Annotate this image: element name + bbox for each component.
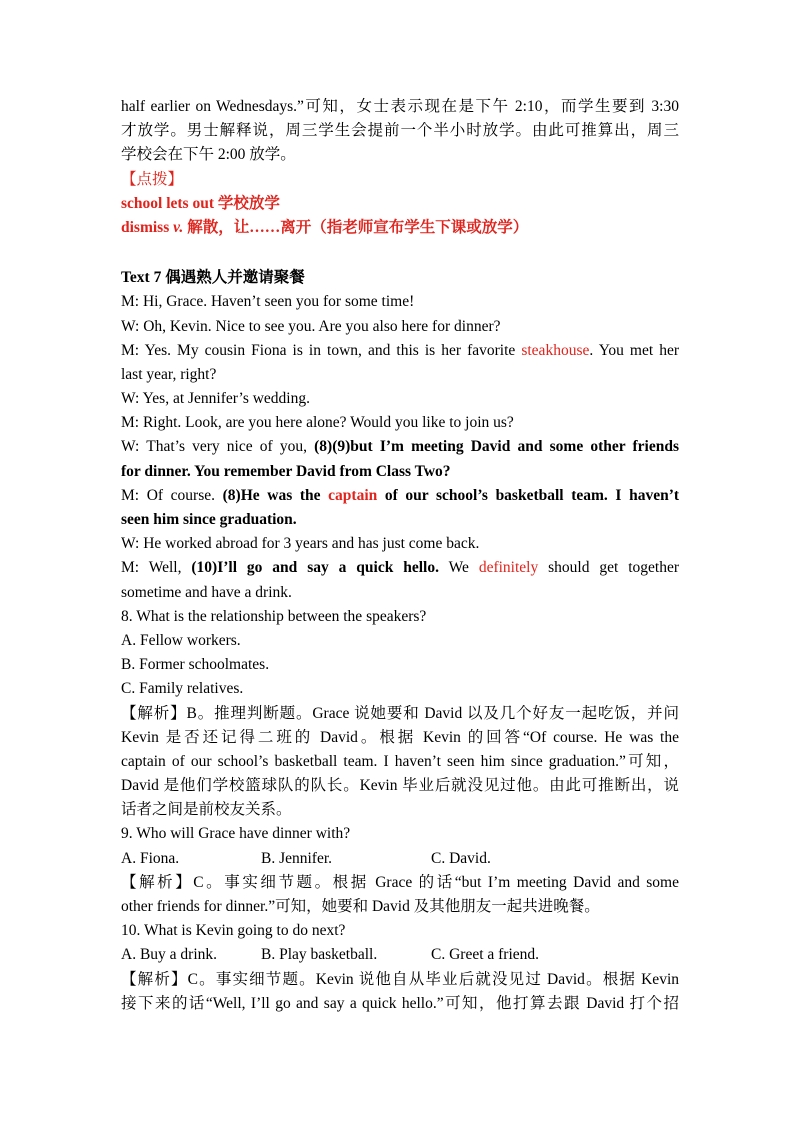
answer-clue-8-cont: of our school’s basketball team. I haven’t	[384, 486, 680, 504]
dialog-text: M: Yes. My cousin Fiona is in town, and this is her favorite	[121, 341, 516, 359]
dialog-line-7	[121, 484, 679, 508]
section-gap	[121, 240, 679, 266]
dialog-line-2: W: Oh, Kevin. Nice to see you. Are you also here for dinner?	[121, 317, 501, 335]
dialog-text: . You met her	[589, 341, 679, 359]
q8-option-a: A. Fellow workers.	[121, 631, 241, 649]
intro-line-1: half earlier on Wednesdays.”可知，女士表示现在是下午 2:10，而学生要到 3:30	[121, 98, 679, 115]
tip-term-dismiss-word: dismiss	[121, 218, 170, 236]
dialog-line-9-cont: sometime and have a drink.	[121, 583, 292, 601]
question-9: 9. Who will Grace have dinner with?	[121, 825, 351, 843]
dialog-line-3-cont: last year, right?	[121, 365, 217, 383]
question-10: 10. What is Kevin going to do next?	[121, 922, 346, 940]
dialog-text: should get together	[548, 559, 679, 577]
dialog-text: M: Well,	[121, 559, 182, 577]
q9-option-c: C. David.	[431, 849, 491, 867]
q10-options	[121, 943, 679, 967]
keyword-steakhouse: steakhouse	[521, 341, 590, 359]
q10-option-c: C. Greet a friend.	[431, 946, 540, 964]
dialog-text: W: That’s very nice of you,	[121, 438, 307, 456]
dialog-line-5: M: Right. Look, are you here alone? Would you like to join us?	[121, 414, 514, 432]
q10-option-b: B. Play basketball.	[261, 946, 378, 964]
q8-explanation-4: David 是他们学校篮球队的队长。Kevin 毕业后就没见过他。由此可推断出，说	[121, 777, 679, 795]
q9-option-a: A. Fiona.	[121, 849, 180, 867]
q10-explanation-2: 接下来的话“Well, I’ll go and say a quick hello.”可知，他打算去跟 David 打个招	[121, 994, 679, 1012]
q10-explanation-1: 【解析】C。事实细节题。Kevin 说他自从毕业后就没见过 David。根据 Kevin	[121, 970, 679, 988]
keyword-captain: captain	[328, 486, 378, 504]
intro-line-2: 才放学。男士解释说，周三学生会提前一个半小时放学。由此可推算出，周三	[121, 122, 679, 140]
dialog-line-1: M: Hi, Grace. Haven’t seen you for some time!	[121, 293, 415, 311]
text7-title: Text 7 偶遇熟人并邀请聚餐	[121, 269, 305, 287]
tip-term-dismiss	[121, 216, 679, 240]
tip-term-dismiss-pos: v.	[173, 218, 184, 236]
dialog-text: We	[448, 559, 469, 577]
question-8: 8. What is the relationship between the speakers?	[121, 607, 427, 625]
dialog-line-6	[121, 435, 679, 459]
dialog-line-4: W: Yes, at Jennifer’s wedding.	[121, 390, 310, 408]
page-content	[121, 95, 679, 1016]
q10-option-a: A. Buy a drink.	[121, 946, 218, 964]
dialog-line-9	[121, 556, 679, 580]
q9-explanation-1: 【解析】C。事实细节题。根据 Grace 的话“but I’m meeting David and some	[121, 873, 679, 891]
q8-explanation-3: captain of our school’s basketball team. I haven’t seen him since graduation.”可知，	[121, 752, 679, 770]
answer-clue-8-9: (8)(9)but I’m meeting David and some other friends	[314, 438, 680, 456]
dialog-line-6-cont: for dinner. You remember David from Class Two?	[121, 462, 451, 480]
dialog-text: M: Of course.	[121, 486, 216, 504]
dialog-line-8: W: He worked abroad for 3 years and has just come back.	[121, 535, 480, 553]
answer-clue-10: (10)I’ll go and say a quick hello.	[191, 559, 439, 577]
q8-explanation-5: 话者之间是前校友关系。	[121, 801, 292, 819]
q8-option-c: C. Family relatives.	[121, 680, 244, 698]
answer-clue-8: (8)He was the	[222, 486, 321, 504]
tip-term-school-lets-out: school lets out 学校放学	[121, 194, 280, 212]
dialog-line-3	[121, 339, 679, 363]
q9-option-b: B. Jennifer.	[261, 849, 333, 867]
tip-term-dismiss-def: 解散，让……离开（指老师宣布学生下课或放学）	[187, 218, 529, 236]
intro-line-3: 学校会在下午 2:00 放学。	[121, 146, 296, 164]
q8-option-b: B. Former schoolmates.	[121, 656, 270, 674]
dialog-line-7-cont: seen him since graduation.	[121, 511, 297, 528]
q9-explanation-2: other friends for dinner.”可知，她要和 David 及其他朋友一起共进晚餐。	[121, 898, 600, 915]
keyword-definitely: definitely	[478, 559, 539, 577]
q8-explanation-1: 【解析】B。推理判断题。Grace 说她要和 David 以及几个好友一起吃饭，并问	[121, 704, 679, 722]
q9-options	[121, 847, 679, 871]
q8-explanation-2: Kevin 是否还记得二班的 David。根据 Kevin 的回答“Of course. He was the	[121, 728, 679, 746]
tip-heading: 【点拨】	[121, 170, 184, 188]
